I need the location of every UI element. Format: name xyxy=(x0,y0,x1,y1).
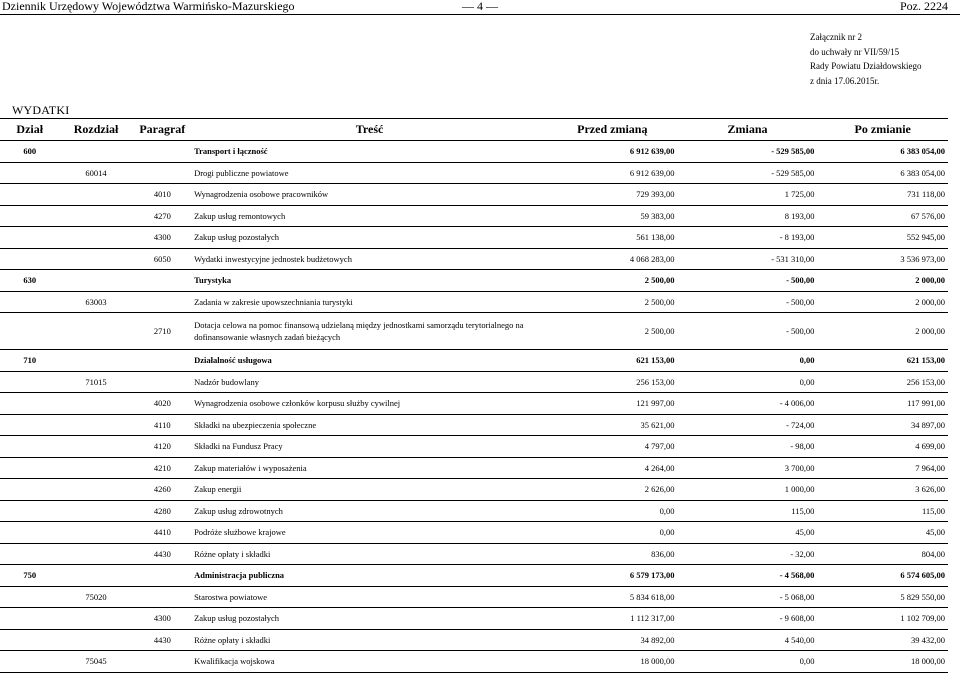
cell-paragraf: 4410 xyxy=(133,522,193,544)
cell-zmiana: - 500,00 xyxy=(678,291,818,313)
cell-po: 256 153,00 xyxy=(817,371,948,393)
cell-tresc: Kwalifikacja wojskowa xyxy=(192,651,547,673)
cell-dzial xyxy=(0,651,60,673)
table-body xyxy=(0,141,948,673)
cell-po: 6 383 054,00 xyxy=(817,162,948,184)
cell-tresc: Zakup usług zdrowotnych xyxy=(192,500,547,522)
cell-rozdzial xyxy=(60,313,133,350)
cell-dzial xyxy=(0,543,60,565)
position-number: Poz. 2224 xyxy=(900,0,948,13)
cell-po: 34 897,00 xyxy=(817,414,948,436)
cell-dzial xyxy=(0,608,60,630)
cell-tresc: Wynagrodzenia osobowe członków korpusu służby cywilnej xyxy=(192,393,547,415)
cell-zmiana: 1 725,00 xyxy=(678,184,818,206)
annex-line: do uchwały nr VII/59/15 xyxy=(810,46,900,57)
cell-zmiana: - 531 310,00 xyxy=(678,248,818,270)
cell-dzial xyxy=(0,313,60,350)
cell-dzial xyxy=(0,248,60,270)
cell-przed: 621 153,00 xyxy=(547,350,678,372)
cell-rozdzial: 75045 xyxy=(60,651,133,673)
cell-przed: 561 138,00 xyxy=(547,227,678,249)
cell-zmiana: 45,00 xyxy=(678,522,818,544)
cell-rozdzial xyxy=(60,629,133,651)
cell-paragraf xyxy=(133,162,193,184)
table-row xyxy=(0,371,948,393)
table-row xyxy=(0,291,948,313)
annex-line: z dnia 17.06.2015r. xyxy=(810,75,880,86)
table-row xyxy=(0,227,948,249)
cell-zmiana: - 9 608,00 xyxy=(678,608,818,630)
cell-paragraf: 4430 xyxy=(133,543,193,565)
cell-rozdzial xyxy=(60,227,133,249)
cell-zmiana: - 529 585,00 xyxy=(678,162,818,184)
cell-rozdzial: 71015 xyxy=(60,371,133,393)
cell-zmiana: - 98,00 xyxy=(678,436,818,458)
table-row xyxy=(0,629,948,651)
cell-rozdzial xyxy=(60,479,133,501)
cell-rozdzial xyxy=(60,414,133,436)
cell-paragraf: 4110 xyxy=(133,414,193,436)
table-row xyxy=(0,522,948,544)
cell-paragraf: 4430 xyxy=(133,629,193,651)
table-row xyxy=(0,479,948,501)
cell-paragraf xyxy=(133,651,193,673)
cell-przed: 4 797,00 xyxy=(547,436,678,458)
cell-tresc: Drogi publiczne powiatowe xyxy=(192,162,547,184)
cell-zmiana: - 4 568,00 xyxy=(678,565,818,587)
column-header-przed: Przed zmianą xyxy=(547,119,678,141)
document-header xyxy=(0,0,960,13)
cell-po: 621 153,00 xyxy=(817,350,948,372)
cell-paragraf xyxy=(133,371,193,393)
cell-tresc: Starostwa powiatowe xyxy=(192,586,547,608)
cell-paragraf: 4280 xyxy=(133,500,193,522)
cell-paragraf: 4300 xyxy=(133,227,193,249)
cell-po: 2 000,00 xyxy=(817,270,948,292)
cell-po: 7 964,00 xyxy=(817,457,948,479)
cell-tresc: Zadania w zakresie upowszechniania turystyki xyxy=(192,291,547,313)
table-row xyxy=(0,565,948,587)
cell-dzial xyxy=(0,479,60,501)
cell-po: 67 576,00 xyxy=(817,205,948,227)
cell-po: 1 102 709,00 xyxy=(817,608,948,630)
cell-przed: 836,00 xyxy=(547,543,678,565)
cell-tresc: Zakup usług pozostałych xyxy=(192,227,547,249)
cell-rozdzial xyxy=(60,565,133,587)
cell-zmiana: - 724,00 xyxy=(678,414,818,436)
cell-tresc: Dotacja celowa na pomoc finansową udzielaną między jednostkami samorządu terytorialnego na dofinansowanie własnych zadań bieżących xyxy=(192,313,547,350)
header-divider xyxy=(0,14,960,15)
table-row xyxy=(0,270,948,292)
cell-po: 18 000,00 xyxy=(817,651,948,673)
page-number: — 4 — xyxy=(462,0,498,13)
expenses-table xyxy=(0,118,948,673)
cell-rozdzial xyxy=(60,270,133,292)
cell-rozdzial xyxy=(60,184,133,206)
cell-paragraf: 4270 xyxy=(133,205,193,227)
column-header-rozdzial: Rozdział xyxy=(60,119,133,141)
cell-dzial: 710 xyxy=(0,350,60,372)
cell-paragraf xyxy=(133,350,193,372)
cell-paragraf xyxy=(133,565,193,587)
table-row xyxy=(0,414,948,436)
table-row xyxy=(0,543,948,565)
table-row xyxy=(0,651,948,673)
cell-tresc: Wynagrodzenia osobowe pracowników xyxy=(192,184,547,206)
cell-przed: 4 264,00 xyxy=(547,457,678,479)
cell-paragraf xyxy=(133,586,193,608)
table-row xyxy=(0,313,948,350)
cell-przed: 5 834 618,00 xyxy=(547,586,678,608)
cell-po: 115,00 xyxy=(817,500,948,522)
cell-przed: 34 892,00 xyxy=(547,629,678,651)
cell-rozdzial xyxy=(60,248,133,270)
column-header-paragraf: Paragraf xyxy=(133,119,193,141)
cell-paragraf xyxy=(133,291,193,313)
cell-po: 45,00 xyxy=(817,522,948,544)
cell-dzial xyxy=(0,500,60,522)
cell-dzial xyxy=(0,291,60,313)
annex-line: Załącznik nr 2 xyxy=(810,32,862,42)
column-header-tresc: Treść xyxy=(192,119,547,141)
table-header-row xyxy=(0,119,948,141)
cell-paragraf: 4300 xyxy=(133,608,193,630)
cell-zmiana: - 32,00 xyxy=(678,543,818,565)
cell-tresc: Turystyka xyxy=(192,270,547,292)
cell-po: 3 626,00 xyxy=(817,479,948,501)
cell-po: 6 574 605,00 xyxy=(817,565,948,587)
cell-po: 39 432,00 xyxy=(817,629,948,651)
cell-zmiana: - 8 193,00 xyxy=(678,227,818,249)
cell-dzial xyxy=(0,205,60,227)
cell-dzial: 750 xyxy=(0,565,60,587)
cell-przed: 35 621,00 xyxy=(547,414,678,436)
annex-block xyxy=(810,30,922,88)
table-row xyxy=(0,457,948,479)
cell-przed: 2 500,00 xyxy=(547,291,678,313)
annex-line: Rady Powiatu Działdowskiego xyxy=(810,61,922,71)
cell-paragraf xyxy=(133,270,193,292)
cell-dzial xyxy=(0,629,60,651)
cell-dzial xyxy=(0,522,60,544)
cell-przed: 1 112 317,00 xyxy=(547,608,678,630)
table-row xyxy=(0,184,948,206)
cell-rozdzial xyxy=(60,141,133,163)
cell-paragraf xyxy=(133,141,193,163)
cell-przed: 6 912 639,00 xyxy=(547,162,678,184)
table-row xyxy=(0,436,948,458)
cell-zmiana: - 4 006,00 xyxy=(678,393,818,415)
table-row xyxy=(0,500,948,522)
cell-po: 2 000,00 xyxy=(817,313,948,350)
cell-rozdzial xyxy=(60,500,133,522)
cell-dzial xyxy=(0,162,60,184)
cell-przed: 6 579 173,00 xyxy=(547,565,678,587)
table-row xyxy=(0,608,948,630)
cell-tresc: Zakup usług pozostałych xyxy=(192,608,547,630)
column-header-po: Po zmianie xyxy=(817,119,948,141)
cell-rozdzial xyxy=(60,457,133,479)
cell-po: 552 945,00 xyxy=(817,227,948,249)
cell-po: 2 000,00 xyxy=(817,291,948,313)
cell-po: 4 699,00 xyxy=(817,436,948,458)
cell-dzial xyxy=(0,414,60,436)
cell-zmiana: 1 000,00 xyxy=(678,479,818,501)
table-row xyxy=(0,586,948,608)
section-title: WYDATKI xyxy=(12,103,70,117)
cell-dzial xyxy=(0,227,60,249)
cell-tresc: Zakup materiałów i wyposażenia xyxy=(192,457,547,479)
cell-zmiana: 0,00 xyxy=(678,350,818,372)
cell-tresc: Transport i łączność xyxy=(192,141,547,163)
cell-tresc: Różne opłaty i składki xyxy=(192,543,547,565)
cell-dzial xyxy=(0,436,60,458)
column-header-zmiana: Zmiana xyxy=(678,119,818,141)
cell-po: 117 991,00 xyxy=(817,393,948,415)
cell-tresc: Działalność usługowa xyxy=(192,350,547,372)
cell-przed: 6 912 639,00 xyxy=(547,141,678,163)
cell-paragraf: 4120 xyxy=(133,436,193,458)
cell-tresc: Nadzór budowlany xyxy=(192,371,547,393)
cell-przed: 2 500,00 xyxy=(547,313,678,350)
cell-zmiana: 115,00 xyxy=(678,500,818,522)
cell-paragraf: 4260 xyxy=(133,479,193,501)
cell-zmiana: - 500,00 xyxy=(678,313,818,350)
cell-rozdzial xyxy=(60,393,133,415)
cell-tresc: Administracja publiczna xyxy=(192,565,547,587)
cell-tresc: Zakup energii xyxy=(192,479,547,501)
table-row xyxy=(0,393,948,415)
cell-przed: 729 393,00 xyxy=(547,184,678,206)
cell-rozdzial xyxy=(60,350,133,372)
cell-paragraf: 2710 xyxy=(133,313,193,350)
cell-tresc: Zakup usług remontowych xyxy=(192,205,547,227)
cell-przed: 121 997,00 xyxy=(547,393,678,415)
cell-paragraf: 4020 xyxy=(133,393,193,415)
journal-title: Dziennik Urzędowy Województwa Warmińsko-Mazurskiego xyxy=(2,0,295,13)
cell-dzial: 630 xyxy=(0,270,60,292)
cell-zmiana: 8 193,00 xyxy=(678,205,818,227)
cell-zmiana: 0,00 xyxy=(678,371,818,393)
cell-przed: 2 626,00 xyxy=(547,479,678,501)
cell-zmiana: 4 540,00 xyxy=(678,629,818,651)
cell-rozdzial: 63003 xyxy=(60,291,133,313)
cell-paragraf: 6050 xyxy=(133,248,193,270)
cell-dzial xyxy=(0,393,60,415)
cell-przed: 4 068 283,00 xyxy=(547,248,678,270)
cell-rozdzial xyxy=(60,543,133,565)
cell-przed: 2 500,00 xyxy=(547,270,678,292)
cell-przed: 0,00 xyxy=(547,500,678,522)
cell-po: 5 829 550,00 xyxy=(817,586,948,608)
cell-po: 804,00 xyxy=(817,543,948,565)
cell-rozdzial xyxy=(60,436,133,458)
cell-rozdzial xyxy=(60,205,133,227)
cell-dzial: 600 xyxy=(0,141,60,163)
cell-tresc: Wydatki inwestycyjne jednostek budżetowych xyxy=(192,248,547,270)
table-row xyxy=(0,162,948,184)
cell-zmiana: - 529 585,00 xyxy=(678,141,818,163)
cell-przed: 59 383,00 xyxy=(547,205,678,227)
cell-tresc: Podróże służbowe krajowe xyxy=(192,522,547,544)
cell-rozdzial xyxy=(60,522,133,544)
cell-tresc: Składki na Fundusz Pracy xyxy=(192,436,547,458)
cell-po: 3 536 973,00 xyxy=(817,248,948,270)
cell-tresc: Różne opłaty i składki xyxy=(192,629,547,651)
cell-przed: 0,00 xyxy=(547,522,678,544)
cell-zmiana: - 5 068,00 xyxy=(678,586,818,608)
cell-dzial xyxy=(0,457,60,479)
cell-zmiana: 3 700,00 xyxy=(678,457,818,479)
table-row xyxy=(0,141,948,163)
cell-przed: 256 153,00 xyxy=(547,371,678,393)
cell-po: 6 383 054,00 xyxy=(817,141,948,163)
column-header-dzial: Dział xyxy=(0,119,60,141)
cell-po: 731 118,00 xyxy=(817,184,948,206)
table-row xyxy=(0,205,948,227)
table-row xyxy=(0,350,948,372)
cell-rozdzial xyxy=(60,608,133,630)
cell-rozdzial: 75020 xyxy=(60,586,133,608)
cell-tresc: Składki na ubezpieczenia społeczne xyxy=(192,414,547,436)
cell-dzial xyxy=(0,586,60,608)
cell-paragraf: 4010 xyxy=(133,184,193,206)
cell-zmiana: 0,00 xyxy=(678,651,818,673)
cell-paragraf: 4210 xyxy=(133,457,193,479)
cell-dzial xyxy=(0,184,60,206)
cell-rozdzial: 60014 xyxy=(60,162,133,184)
cell-przed: 18 000,00 xyxy=(547,651,678,673)
table-row xyxy=(0,248,948,270)
cell-zmiana: - 500,00 xyxy=(678,270,818,292)
cell-dzial xyxy=(0,371,60,393)
